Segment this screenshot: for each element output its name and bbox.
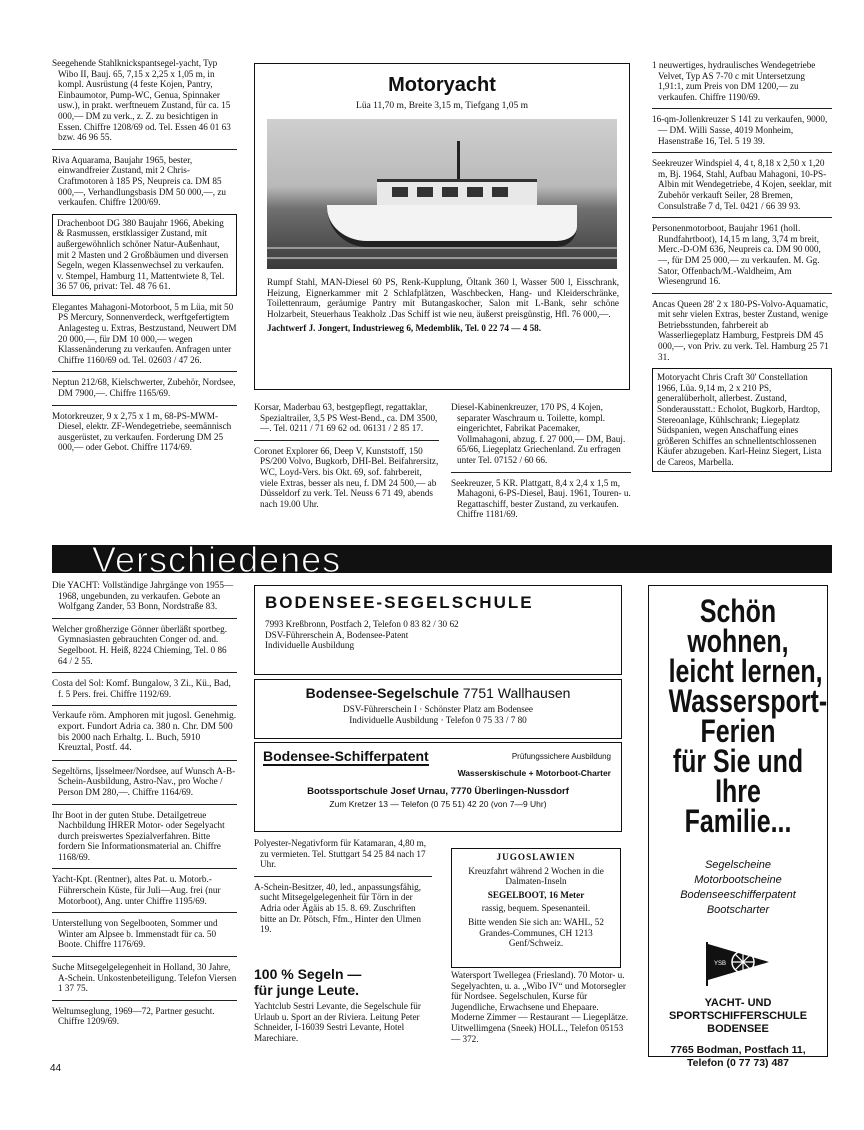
ad-weltumseglung: Weltumseglung, 1969—72, Partner gesucht. Chiffre 1209/69. <box>52 1005 215 1027</box>
bodensee1-line2: DSV-Führerschein A, Bodensee-Patent <box>265 629 409 640</box>
ad-amphoren: Verkaufe röm. Amphoren mit jugosl. Genehmig. export. Fundort Adria ca. 380 n. Chr. DM 500 bis 2000 nach Erhaltg. L. Buch, 5910 Kreuztal, Postf. 44. <box>52 711 237 754</box>
ad-bodensee-schifferpatent <box>254 742 622 832</box>
section-banner <box>52 539 832 580</box>
big-headline-6: für Sie und <box>672 743 804 779</box>
ad-wendegetriebe: 1 neuwertiges, hydraulisches Wendegetriebe Velvet, Typ AS 7-70 c mit Untersetzung 1,91:1, zum Preis von DM 1200,— zu verkaufen. Chiffre 1190/69. <box>652 60 816 102</box>
big-addr-1: 7765 Bodman, Postfach 11, <box>670 1044 806 1056</box>
feature-motoryacht <box>254 63 630 390</box>
bodensee1-title: BODENSEE-SEGELSCHULE <box>265 593 534 612</box>
mid-left-ads <box>254 402 439 515</box>
bodensee3-line1: Wasserskischule + Motorboot-Charter <box>457 768 611 778</box>
big-service-1: Segelscheine <box>704 859 772 871</box>
ad-yacht-jahrgaenge: Die YACHT: Vollständige Jahrgänge von 1955—1968, ungebunden, zu verkaufen. Gebote an Wolfgang Zander, 53 Bonn, Nordstraße 83. <box>52 580 234 612</box>
bodensee1-line3: Individuelle Ausbildung <box>265 640 355 651</box>
big-headline-3: leicht lernen, <box>668 653 823 689</box>
feature-footer: Jachtwerf J. Jongert, Industrieweg 6, Medemblik, Tel. 0 22 74 — 4 58. <box>267 323 542 334</box>
ad-yacht-kpt: Yacht-Kpt. (Rentner), altes Pat. u. Motorb.-Führerschein Küste, für Juli—Aug. frei (nur Motorboot), Ang. unter Chiffre 1195/69. <box>52 874 221 906</box>
big-headline-2: wohnen, <box>687 623 789 659</box>
page-number: 44 <box>50 1063 62 1074</box>
jugo-line2: rassig, bequem. Spesenanteil. <box>481 903 591 914</box>
jugo-line1: Kreuzfahrt während 2 Wochen in die Dalmaten-Inseln <box>468 865 604 887</box>
right-column-ads <box>652 60 832 478</box>
big-headline-7: Ihre <box>715 773 761 809</box>
big-org-3: BODENSEE <box>707 1023 769 1035</box>
ad-stahlknickspant: Seegehende Stahlknickspantsegel-yacht, Typ Wibo II, Bauj. 65, 7,15 x 2,25 x 1,05 m, in kompl. Ausrüstung (4 feste Kojen, Pantry, Einbaumotor, Pump-WC, Genua, Spinnaker usw.), in prakt. werftneuem Zustand, für ca. 15 000,— DM zu verk., z. Z. zu besichtigen in Essen. Chiffre 1208/69 od. Tel. Essen 46 01 63 bzw. 46 96 55. <box>52 58 231 143</box>
big-service-4: Bootscharter <box>706 904 770 916</box>
ad-segeltoerns: Segeltörns, Ijsselmeer/Nordsee, auf Wunsch A-B-Schein-Ausbildung, Astro-Nav., pro Woche / Person DM 280,—. Chiffre 1164/69. <box>52 765 236 797</box>
ad-unterstellung: Unterstellung von Segelbooten, Sommer und Winter am Alpsee b. Immenstadt für ca. 50 Boote. Chiffre 1176/69. <box>52 918 218 950</box>
ad-korsar: Korsar, Maderbau 63, bestgepflegt, regattaklar, Spezialtrailer, 3,5 PS West-Bend., ca. DM 3500,—. Tel. 0211 / 71 69 62 od. 06131 / 2 85 17. <box>254 402 438 434</box>
big-headline-5: Ferien <box>700 713 776 749</box>
ad-costa-del-sol: Costa del Sol: Komf. Bungalow, 3 Zi., Kü., Bad, f. 5 Pers. frei. Chiffre 1192/69. <box>52 678 231 699</box>
ad-motorkreuzer: Motorkreuzer, 9 x 2,75 x 1 m, 68-PS-MWM-Diesel, elektr. ZF-Wendegetriebe, seemännisch ausgerüstet, zu verkaufen. Forderung DM 25 000,— oder Gebot. Chiffre 1174/69. <box>52 410 232 453</box>
ad-watersport-twellegea: Watersport Twellegea (Friesland). 70 Motor- u. Segelyachten, u. a. „Wibo IV“ und Motorsegler für Nordsee. Segelschulen, Kurse für Jugendliche, Erwachsene und Ehepaare. Moderne Zimmer — Restaurant — Liegeplätze. Uitwellimgena (Sneek) HOLL., Telefon 05153 — 372. <box>451 970 629 1044</box>
jugo-heading: JUGOSLAWIEN <box>496 852 576 862</box>
bodensee3-line3: Zum Kretzer 13 — Telefon (0 75 51) 42 20 (von 7—9 Uhr) <box>329 799 547 809</box>
big-service-2: Motorbootscheine <box>694 874 782 886</box>
bodensee3-title: Bodensee-Schifferpatent <box>263 748 429 764</box>
lower-mid-left-ads <box>254 838 432 941</box>
flag-emblem <box>649 940 827 991</box>
segeln-body: Yachtclub Sestri Levante, die Segelschule für Urlaub u. Sport an der Riviera. Leitung Peter Schneider, I-16039 Sestri Levante, Hotel Marechiare. <box>254 1001 421 1043</box>
ad-a-schein: A-Schein-Besitzer, 40, led., anpassungsfähig, sucht Mitsegelgelegenheit für Törn in der Adria oder Ägäis ab 15. 8. 69. Zuschriften bitte an Dr. Pötsch, Ffm., Hinter den Ulmen 19. <box>254 881 422 935</box>
mid-right-ads <box>451 402 631 526</box>
section-heading: Verschiedenes <box>92 539 342 580</box>
flag-letters: YSB <box>714 961 727 967</box>
ad-riva-aquarama: Riva Aquarama, Baujahr 1965, bester, einwandfreier Zustand, mit 2 Chris-Craftmotoren à 185 PS, Neupreis ca. DM 85 000,—, Verhandlungsbasis DM 50 000,—, zu verkaufen. Chiffre 1200/69. <box>52 154 227 208</box>
jugo-boat: SEGELBOOT, 16 Meter <box>487 889 585 900</box>
bodensee3-tag: Prüfungssichere Ausbildung <box>511 752 611 761</box>
big-headline-8: Familie... <box>684 803 792 839</box>
big-service-3: Bodenseeschifferpatent <box>680 889 796 901</box>
feature-body: Rumpf Stahl, MAN-Diesel 60 PS, Renk-Kupplung, Öltank 360 l, Wasser 500 l, Eisschrank, Heizung, Eignerkammer mit 2 Schlafplätzen, Waschbecken, Hang- und Kleiderschränke, Toilettenraum, geräumige Pantry mit Butangaskocher, Salon mit L-Bank, sehr schöne Holzarbeit, Steuerhaus Teakholz .Das Schiff ist wie neu, äußerst preisgünstig, Hfl. 76 000,—. <box>267 277 619 319</box>
ad-yacht-sportschifferschule <box>648 585 828 1069</box>
big-org-1: YACHT- UND <box>704 997 772 1009</box>
ad-diesel-kabinenkreuzer: Diesel-Kabinenkreuzer, 170 PS, 4 Kojen, separater Waschraum u. Toilette, kompl. eingerichtet, Fabrikat Pacemaker, Vollmahagoni, abzug. f. 27 000,— DM, Bauj. 65/66, Liegeplatz Griechenland. Zu erfragen unter Tel. 07152 / 60 66. <box>451 402 626 465</box>
ad-neptun: Neptun 212/68, Kielschwerter, Zubehör, Nordsee, DM 7900,—. Chiffre 1165/69. <box>52 377 236 399</box>
ad-jollenkreuzer: 16-qm-Jollenkreuzer S 141 zu verkaufen, 9000,— DM. Willi Sasse, 4019 Monheim, Hasenstraße 16, Tel. 5 19 39. <box>652 114 828 146</box>
big-addr-2: Telefon (0 77 73) 487 <box>687 1057 789 1069</box>
big-headline-4: Wassersport- <box>668 683 828 719</box>
bodensee3-line2: Bootssportschule Josef Urnau, 7770 Überlingen-Nussdorf <box>307 786 569 797</box>
ad-polyester: Polyester-Negativform für Katamaran, 4,80 m, zu vermieten. Tel. Stuttgart 54 25 84 nach 17 Uhr. <box>254 838 427 870</box>
feature-subtitle: Lüa 11,70 m, Breite 3,15 m, Tiefgang 1,05 m <box>356 101 528 111</box>
segeln-headline2: für junge Leute. <box>254 982 359 998</box>
feature-title: Motoryacht <box>388 74 496 96</box>
big-headline-1: Schön <box>699 593 777 629</box>
ad-segeln-junge-leute <box>254 966 432 1043</box>
ad-mahagoni-motorboot: Elegantes Mahagoni-Motorboot, 5 m Lüa, mit 50 PS Mercury, Sonnenverdeck, werftgefertigtem Anlagesteg u. Extras, Bestzustand, Neuwert DM 20 000,—, für DM 10 000,— wegen Klassenänderung zu verkaufen. Anfragen unter Chiffre 1160/69 od. Tel. 02603 / 47 26. <box>52 301 237 365</box>
ad-goenner: Welcher großherzige Gönner überläßt sportbeg. Gymnasiasten gebrauchten Conger od. and. Segelboot. H. Heiß, 8224 Chieming, Tel. 0 86 64 / 2 55. <box>52 623 228 666</box>
ad-bodensee-segelschule-wallhausen <box>254 679 622 739</box>
lower-left-ads <box>52 580 237 1033</box>
ad-drachenboot: Drachenboot DG 380 Baujahr 1966, Abeking & Rasmussen, erstklassiger Zustand, mit außergewöhnlich schöner Natur-Außenhaut, mit 2 Masten und 2 Großbäumen und diversen Segeln, wegen Klassenwechsel zu verkaufen. v. Stempel, Hamburg 11, Mattentwiete 8, Tel. 36 57 06, privat: Tel. 48 76 61. <box>52 214 237 296</box>
ad-jugoslawien <box>451 848 621 968</box>
jugo-line3: Bitte wenden Sie sich an: WAHL, 52 Grandes-Communes, CH 1213 Genf/Schweiz. <box>468 916 604 949</box>
bodensee2-title: Bodensee-Segelschule <box>305 685 459 701</box>
left-column-ads <box>52 58 237 459</box>
ad-coronet: Coronet Explorer 66, Deep V, Kunststoff, 150 PS/200 Volvo, Bugkorb, DHI-Bel. Beifahrersitz, WC, Loyd-Vers. bis Okt. 69, sof. fahrbereit, viele Extras, besser als neu, f. DM 24 500,— ab Düsseldorf zu verk. Tel. Neuss 6 71 49, abends nach 19.00 Uhr. <box>254 445 439 509</box>
ad-seekreuzer-kr: Seekreuzer, 5 KR. Plattgatt, 8,4 x 2,4 x 1,5 m, Mahagoni, 6-PS-Diesel, Bauj. 1961, Touren- u. Regattaschiff, bester Zustand, zu verkaufen. Chiffre 1181/69. <box>451 477 631 520</box>
ad-bodensee-segelschule-kressbronn <box>254 585 622 675</box>
segeln-headline1: 100 % Segeln — <box>254 966 362 982</box>
pennant-icon <box>703 940 773 986</box>
ad-chris-craft: Motoryacht Chris Craft 30' Constellation 1966, Lüa. 9,14 m, 2 x 210 PS, generalüberholt, allerbest. Zustand, Sonderausstatt.: Echolot, Bugkorb, Hardtop, Stereoanlage, Kühlschrank; Liegeplatz Südspanien, wegen Anschaffung eines größeren Schiffes an schnellentschlossenen Käufer abzugeben. Karl-Heinz Siegert, Lista de Careos, Marbella. <box>652 368 832 471</box>
bodensee2-line1: DSV-Führerschein I · Schönster Platz am Bodensee <box>342 704 533 714</box>
bodensee1-line1: 7993 Kreßbronn, Postfach 2, Telefon 0 83 82 / 30 62 <box>265 619 459 629</box>
ad-windspiel: Seekreuzer Windspiel 4, 4 t, 8,18 x 2,50 x 1,20 m, Bj. 1964, Stahl, Aufbau Mahagoni, 10-PS-Albin mit Wendegetriebe, 4 Kojen, seeklar, mit Zubehör verkauft Seiler, 28 Bremen, Consulstraße 7 d, Tel. 0421 / 66 39 93. <box>652 158 832 211</box>
ad-boot-stube: Ihr Boot in der guten Stube. Detailgetreue Nachbildung IHRER Motor- oder Segelyacht durch preiswertes Spezialverfahren. Bitte fordern Sie Informationsmaterial an. Chiffre 1168/69. <box>52 809 225 862</box>
ad-personenmotorboot: Personenmotorboot, Baujahr 1961 (holl. Rundfahrtboot), 14,15 m lang, 3,74 m breit, Merc.-D-OM 636, Neupreis ca. DM 90 000,—, für DM 25 000,— zu verkaufen. M. Gg. Sator, Offenbach/M.-Waldheim, Am Wiesengrund 16. <box>652 223 821 287</box>
bodensee2-line2: Individuelle Ausbildung · Telefon 0 75 33 / 7 80 <box>349 714 527 725</box>
boat-photo <box>267 119 617 269</box>
ad-ancas-queen: Ancas Queen 28' 2 x 180-PS-Volvo-Aquamatic, mit sehr vielen Extras, bester Zustand, wenige Betriebsstunden, fahrbereit ab Wasserliegeplatz Hamburg, Festpreis DM 45 000,—, von Priv. zu verk. Tel. Hamburg 25 71 31. <box>652 298 829 362</box>
bodensee2-place: 7751 Wallhausen <box>462 685 571 701</box>
big-org-2: SPORTSCHIFFERSCHULE <box>668 1010 808 1022</box>
ad-mitsegel: Suche Mitsegelgelegenheit in Holland, 30 Jahre, A-Schein. Unkostenbeteiligung. Telefon Viersen 1 37 75. <box>52 962 237 994</box>
